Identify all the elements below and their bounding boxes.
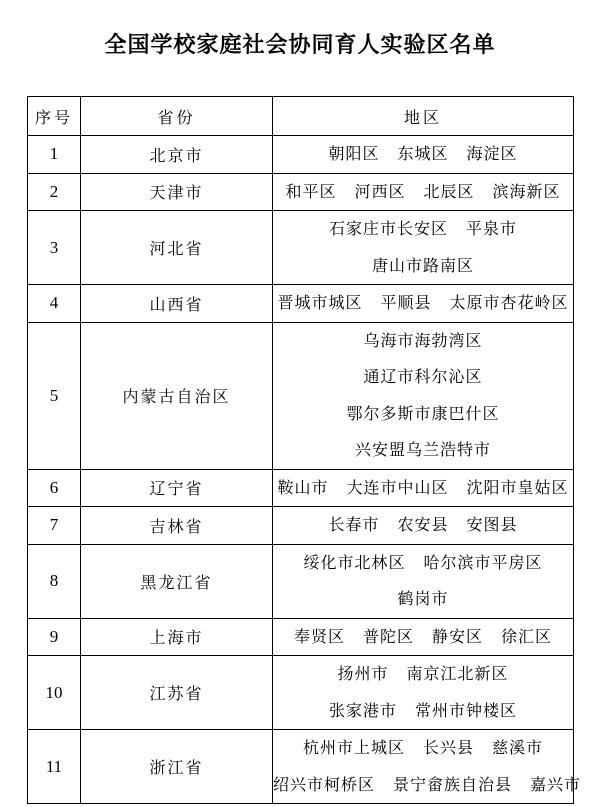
area-name: 唐山市路南区: [371, 255, 474, 275]
area-line: [273, 174, 573, 211]
table-row: [28, 322, 574, 469]
area-name: 太原市杏花岭区: [449, 293, 569, 312]
province-cell: 天津市: [81, 173, 273, 211]
area-line: [273, 507, 573, 544]
row-number: 3: [28, 211, 81, 285]
area-name: 静安区: [432, 626, 484, 646]
header-area: 地区: [273, 97, 574, 136]
province-cell: 河北省: [81, 211, 273, 285]
table-row: [28, 211, 574, 285]
area-cell: [273, 730, 582, 804]
row-number: 11: [28, 730, 81, 804]
province-cell: 内蒙古自治区: [81, 322, 273, 469]
area-line: [273, 470, 573, 507]
area-name: 扬州市: [337, 664, 389, 683]
area-name: 滨海新区: [492, 181, 561, 201]
row-number: 2: [28, 173, 81, 211]
area-name: 和平区: [285, 181, 337, 201]
area-name: 绥化市北林区: [303, 552, 406, 572]
row-number: 8: [28, 544, 81, 618]
table-row: [28, 618, 574, 656]
area-name: 常州市钟楼区: [415, 700, 518, 720]
area-name: 慈溪市: [492, 738, 544, 757]
area-name: 通辽市科尔沁区: [363, 367, 483, 386]
row-number: 1: [28, 136, 81, 174]
row-number: 9: [28, 618, 81, 656]
province-cell: 浙江省: [81, 730, 273, 804]
province-cell: 黑龙江省: [81, 544, 273, 618]
table-row: [28, 173, 574, 211]
area-name: 徐汇区: [501, 626, 553, 646]
area-name: 长春市: [328, 515, 380, 534]
area-name: 东城区: [397, 144, 449, 163]
area-line: [273, 323, 573, 360]
area-line: [273, 248, 573, 285]
header-row: [28, 97, 574, 136]
area-line: [273, 730, 573, 767]
table-row: [28, 544, 574, 618]
table-row: [28, 469, 574, 507]
area-name: 平泉市: [466, 219, 518, 238]
area-line: [273, 359, 573, 396]
area-name: 绍兴市柯桥区: [273, 774, 376, 794]
province-cell: 北京市: [81, 136, 273, 174]
row-number: 6: [28, 469, 81, 507]
row-number: 5: [28, 322, 81, 469]
area-name: 平顺县: [380, 293, 432, 312]
province-cell: 吉林省: [81, 507, 273, 545]
area-line: [273, 656, 573, 693]
area-name: 朝阳区: [328, 144, 380, 163]
area-cell: [273, 544, 574, 618]
area-name: 晋城市城区: [277, 293, 363, 312]
area-cell: [273, 507, 574, 545]
area-name: 安图县: [466, 515, 518, 534]
area-name: 鹤岗市: [397, 589, 449, 608]
area-name: 农安县: [397, 515, 449, 534]
roster-body: [28, 136, 582, 804]
area-line: [273, 285, 573, 322]
row-number: 10: [28, 656, 81, 730]
area-name: 普陀区: [362, 626, 414, 646]
header-num: 序号: [28, 97, 81, 136]
area-line: [273, 619, 573, 656]
roster-table: [27, 96, 582, 804]
area-line: [273, 693, 573, 730]
province-cell: 江苏省: [81, 656, 273, 730]
table-row: [28, 730, 574, 804]
area-name: 河西区: [354, 181, 406, 201]
area-line: [273, 545, 573, 582]
area-cell: [273, 618, 574, 656]
table-row: [28, 656, 574, 730]
area-line: [273, 432, 573, 469]
province-cell: 上海市: [81, 618, 273, 656]
document-title: 全国学校家庭社会协同育人实验区名单: [104, 33, 496, 58]
area-name: 大连市中山区: [346, 477, 449, 497]
area-name: 景宁畲族自治县: [393, 774, 513, 794]
area-name: 海淀区: [466, 144, 518, 163]
header-province: 省份: [81, 97, 273, 136]
area-cell: [273, 136, 574, 174]
province-cell: 山西省: [81, 285, 273, 323]
area-line: [273, 211, 573, 248]
area-cell: [273, 285, 574, 323]
area-name: 张家港市: [328, 700, 397, 720]
area-cell: [273, 469, 574, 507]
area-cell: [273, 322, 574, 469]
area-line: [273, 767, 582, 804]
area-name: 沈阳市皇姑区: [466, 477, 569, 497]
row-number: 4: [28, 285, 81, 323]
area-name: 鄂尔多斯市康巴什区: [346, 403, 500, 423]
area-cell: [273, 656, 574, 730]
area-name: 嘉兴市: [530, 774, 582, 794]
area-name: 兴安盟乌兰浩特市: [354, 440, 491, 459]
area-line: [273, 136, 573, 173]
row-number: 7: [28, 507, 81, 545]
area-name: 石家庄市长安区: [328, 219, 448, 238]
area-name: 杭州市上城区: [302, 738, 405, 757]
area-name: 哈尔滨市平房区: [423, 552, 543, 572]
area-cell: [273, 211, 574, 285]
area-line: [273, 581, 573, 618]
area-name: 长兴县: [422, 738, 474, 757]
table-row: [28, 507, 574, 545]
table-row: [28, 136, 574, 174]
area-name: 北辰区: [423, 181, 475, 201]
area-name: 南京江北新区: [406, 664, 509, 683]
area-cell: [273, 173, 574, 211]
province-cell: 辽宁省: [81, 469, 273, 507]
area-line: [273, 396, 573, 433]
table-row: [28, 285, 574, 323]
area-name: 乌海市海勃湾区: [363, 330, 483, 350]
area-name: 鞍山市: [277, 477, 329, 497]
area-name: 奉贤区: [293, 626, 345, 646]
